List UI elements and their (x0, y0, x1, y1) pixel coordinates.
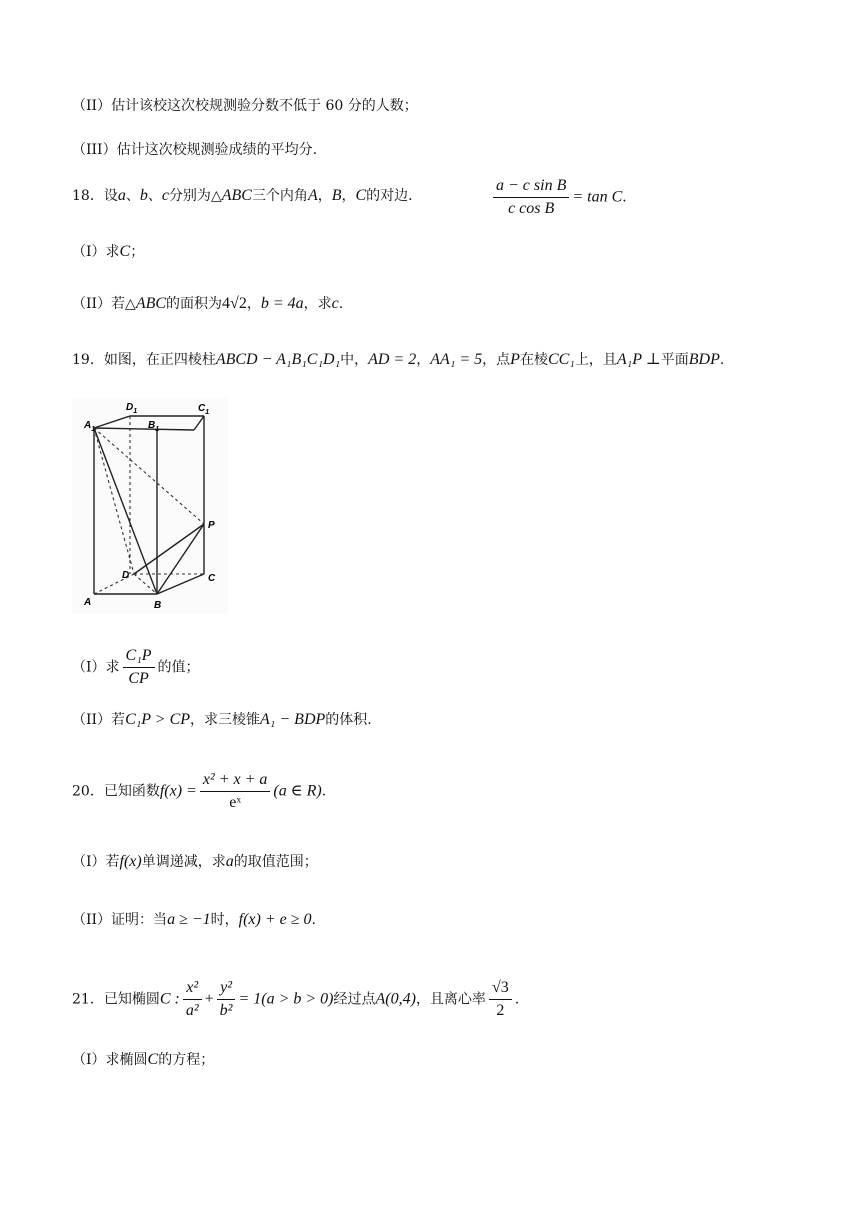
q19-part2 (72, 710, 372, 730)
q21-y-den: b² (219, 1002, 233, 1019)
label-d1-text: D (126, 402, 134, 413)
q21-part1-suffix: 的方程； (158, 1052, 215, 1068)
q20-domain: (a ∈ R) (273, 782, 322, 800)
q18-lead: 18．设 (72, 188, 118, 204)
q19-part1-prefix: （Ⅰ）求 (72, 659, 120, 676)
q21-x-num: x² (183, 978, 202, 1000)
q17-part3: （III）估计这次校规测验成绩的平均分. (72, 142, 318, 158)
q20-frac-den: eˣ (229, 794, 241, 811)
q19-part1-num: C₁P (123, 646, 155, 668)
q18-part1-prefix: （Ⅰ）求 (72, 244, 120, 260)
q20-fraction (200, 770, 271, 813)
q19-part2-pyr: A₁ − BDP (260, 711, 326, 728)
q18-comma: ， (246, 296, 261, 312)
q18-part2-end: . (338, 296, 344, 312)
q19-mid1: 中， (340, 352, 369, 368)
label-d1-sub: 1 (133, 408, 138, 415)
q18-mid: 分别为 (168, 188, 211, 204)
q21-part1-var: C (147, 1051, 159, 1068)
prism-diagram (72, 398, 228, 614)
q21-plus: + (204, 990, 214, 1008)
q19-p: P (510, 351, 520, 368)
q18-part2-mid: 的面积为 (166, 296, 223, 312)
q20-frac-num: x² + x + a (200, 770, 271, 792)
q19-part2-prefix: （II）若 (72, 712, 126, 728)
q20-part2-end: . (311, 912, 316, 928)
q19-perp: A₁P ⊥ (616, 351, 661, 368)
q20-part2-mid: 时， (210, 912, 239, 928)
q19-plane: 平面 (660, 352, 689, 368)
q21-mid: 经过点 (333, 991, 376, 1008)
q19-part1-fraction (123, 646, 155, 689)
q20-part1-mid: 单调递减，求 (141, 854, 226, 870)
q21-e-fraction (489, 978, 512, 1021)
q18-part1 (72, 242, 144, 262)
label-c: C (208, 573, 216, 584)
q18-sep: 、 (147, 188, 162, 204)
q18-part2-cond: b = 4a (260, 295, 304, 312)
q19-mid3: 在棱 (519, 352, 548, 368)
label-d: D (122, 570, 130, 581)
q18-part2-mid2: ，求 (303, 296, 332, 312)
q18-var-b: b (139, 187, 148, 204)
q18-part2 (72, 294, 343, 314)
q21-e-num: √3 (489, 978, 512, 1000)
q18-frac-den: c cos B (508, 200, 555, 217)
q21-stem (72, 978, 519, 1021)
label-c1-text: C (198, 403, 206, 414)
q18-stem (72, 186, 422, 206)
q18-end: ． (622, 189, 637, 206)
q20-part1-var: a (225, 853, 234, 870)
q18-triangle: △ (210, 188, 222, 204)
q19-stem (72, 350, 724, 370)
label-b1-text: B (148, 420, 156, 431)
q18-mid2: 三个内角 (251, 188, 308, 204)
label-b: B (154, 600, 162, 611)
q18-angle-a: A (307, 187, 318, 204)
q18-rhs: = tan C (572, 188, 623, 206)
q18-part2-area: 4√2 (222, 295, 247, 312)
q21-eq: = 1(a > b > 0) (238, 990, 334, 1008)
q18-sep: 、 (125, 188, 140, 204)
q19-aa1: AA₁ = 5 (430, 351, 483, 368)
q19-mid4: 上，且 (574, 352, 617, 368)
q18-part2-var: c (331, 295, 339, 312)
q21-y-fraction (217, 978, 236, 1021)
q20-end: . (321, 783, 327, 800)
q19-part2-cond: C₁P > CP (125, 711, 191, 728)
q19-part1-den: CP (128, 670, 149, 687)
q20-part2 (72, 910, 316, 930)
q18-part1-var: C (119, 243, 131, 260)
q21-end: . (514, 991, 520, 1008)
q19-sep: ， (416, 352, 431, 368)
label-p: P (208, 520, 215, 531)
q18-part2-abc: ABC (135, 295, 167, 312)
q21-point: A(0,4) (375, 990, 416, 1008)
q20-part1-prefix: （Ⅰ）若 (72, 854, 120, 870)
q21-mid2: ，且离心率 (415, 991, 486, 1008)
q19-ad: AD = 2 (368, 351, 417, 368)
q18-abc: ABC (221, 187, 252, 204)
q19-prism: ABCD − A₁B₁C₁D₁ (215, 351, 341, 368)
q18-frac-num: a − c sin B (493, 176, 569, 198)
q19-bdp: BDP (688, 351, 720, 368)
label-b1-sub: 1 (155, 426, 160, 433)
q20-part1-suffix: 的取值范围； (233, 854, 318, 870)
q20-part2-prefix: （II）证明：当 (72, 912, 168, 928)
q18-comma: ， (341, 188, 356, 204)
q20-part1 (72, 852, 318, 872)
q18-angle-b: B (331, 187, 342, 204)
label-a1-text: A (84, 420, 92, 431)
q19-part1-suffix: 的值； (157, 659, 200, 676)
q19-lead: 19．如图，在正四棱柱 (72, 352, 216, 368)
q20-part2-ineq: f(x) + e ≥ 0 (238, 911, 312, 928)
q19-mid2: ，点 (482, 352, 511, 368)
q21-x-fraction (183, 978, 202, 1021)
q20-part1-f: f(x) (119, 853, 142, 870)
label-a: A (84, 597, 92, 608)
q19-part2-mid: ，求三棱锥 (190, 712, 261, 728)
q20-lead: 20．已知函数 (72, 783, 160, 800)
q18-part1-suffix: ； (130, 244, 145, 260)
q19-end: . (719, 352, 725, 368)
q19-cc1: CC₁ (547, 351, 575, 368)
q19-part2-end: 的体积. (325, 712, 372, 728)
q19-part1 (72, 646, 200, 689)
q18-var-a: a (117, 187, 126, 204)
q21-c: C : (159, 990, 180, 1008)
q21-x-den: a² (185, 1002, 199, 1019)
q20-f: f(x) = (159, 782, 197, 800)
label-a1-sub: 1 (91, 426, 96, 433)
q18-comma: ， (317, 188, 332, 204)
q18-part2-prefix: （II）若△ (72, 296, 136, 312)
q21-y-num: y² (217, 978, 236, 1000)
q21-part1-prefix: （Ⅰ）求椭圆 (72, 1052, 148, 1068)
q18-var-c: c (161, 187, 169, 204)
q21-e-den: 2 (496, 1002, 505, 1019)
q18-fraction (493, 176, 569, 219)
q17-part2: （II）估计该校这次校规测验分数不低于 60 分的人数； (72, 98, 418, 114)
q21-lead: 21．已知椭圆 (72, 991, 160, 1008)
q18-tail: 的对边． (366, 188, 423, 204)
prism-figure (72, 398, 228, 614)
q18-angle-c: C (355, 187, 367, 204)
q20-stem (72, 770, 326, 813)
label-c1-sub: 1 (205, 409, 210, 416)
q21-part1 (72, 1050, 214, 1070)
q18-equation (490, 176, 636, 219)
q20-part2-cond: a ≥ −1 (167, 911, 211, 928)
